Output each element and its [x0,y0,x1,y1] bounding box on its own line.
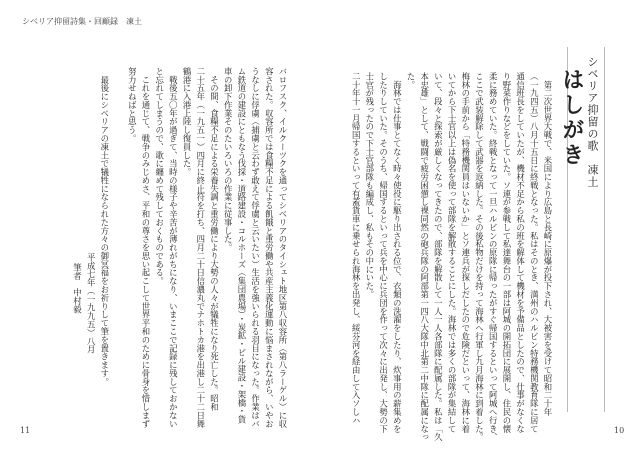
text-line: その間、食糧不足による栄養失調と重労働により大勢の人々が犠牲になり死亡した。昭和 [209,67,220,411]
text-line: 二十五年（一九五一）四月に終止符を打ち、四月二十日信濃丸でナホトカ港を出港し二十二日舞 [195,67,206,428]
text-line: これを通じて、戦争のみじめさ、平和の尊さを思い起こして世界平和のために骨身を惜しまず [140,67,151,428]
author-line: 筆者 中村毅 [72,263,83,314]
text-line: 梅林の手前から「特務機関員はいないか」とソ連兵が探しだしたので危険だといって、海林に着 [460,72,471,433]
text-line: バロフスク、イルクーツクを通ってシベリアのタイシェト地区第八収容所（第八ラーゲル）に収 [278,67,288,428]
page-number-left: 11 [20,426,31,435]
text-line: いてから下士官以上は偽名を使って部隊を解散することにした。海林では多くの部隊が集結して [447,72,458,433]
text-line: 戦後五〇年が過ぎて、当時の様子や辛苦が薄れがちになり、いまここで記録に残しておかない [168,67,179,428]
text-line: 海林では仕事とてなく時々使役に駆り出される位で、衣類の洗濯をしたり、炊事用の薪集めを [392,72,403,433]
text-line: 本忠雄」として、戦闘で疲労困憊し裸同然の砲兵隊の阿部第一四八大隊中北第二中隊に配属になっ [419,72,430,442]
left-page-body [70,67,289,428]
text-line [111,67,125,412]
text-line: 最後にシベリアの凍土で犠牲になられた方々の御冥福をお祈りして筆を置きます。 [99,67,110,386]
page-number-right: 10 [614,426,625,435]
text-line: ム鉄道の建設にともなう伐採・道路建設・コルホーズ（集団農場）・炭鉱・ビル建設・架橋・貨 [236,67,247,424]
text-line: 通信班長をしていたが、機材不足から私の班を解体して機材を予備品としたので、仕事がなくな [515,72,526,433]
chapter-title: はしがき [559,68,585,168]
text-line: り野菜作りなどをしていた。ソ連が参戦して私達舞台の一部は阿城の開拓団に展開し、住民の懐 [501,72,512,433]
text-line: 努力せねばと思う。 [127,67,138,143]
book-subtitle: シベリア抑留の歌 凍土 [586,56,599,188]
right-page-body [348,72,554,442]
text-line: （一九四五）八月十五日に終戦となった。私はそのとき、満州のハルビン特務機関教育隊に居て [529,72,540,433]
text-line: したりしていた。そのうち、帰国するといって兵を中心に兵団を作って次々に出発し、大勢の下 [378,72,389,433]
text-line: 容された。収容所では食糧不足による飢餓と重労働や共産主義化運動に悩まされながら、いやお [264,67,275,428]
text-line: 柔に務めていた。終戦となって一旦ハルビンの原隊に帰ったがすぐ帰国するといって阿城へ行き、 [488,72,499,442]
date-line: 平成七年（一九九五）八月 [86,253,97,354]
text-line: と忘れてしまうので、歌に纏めて残しておくものである。 [154,67,165,286]
text-line: 鶴港に入港上陸し復員した。 [182,67,193,177]
text-line: 第二次世界大戦で、米国により広島と長崎に原爆が投下され、大被害を受けて昭和二十年 [543,72,553,416]
text-line: た。 [405,72,416,89]
text-line: いて、段々と探索が厳しくなってきたので、部隊を解散して一人一人各部隊に配属した。私は「久 [433,72,444,442]
running-head: シベリア抑留詩集・回顧録 凍土 [22,17,142,26]
text-line: 二十年十一月帰国するといって有蓋貨車に乗せられ海林を出発し、綏芬河を経由して入ソしハ [351,72,362,425]
text-line: ここで武装解除して武器を返納した。その後私物だけを持って海林へ行軍し九月海林に到着した。 [474,72,485,442]
text-line: 士官が残ったので下士官部隊も編成し、私もその中にいた。 [364,72,375,299]
text-line: うなしに俘虜（捕虜と云わず敢えて俘虜と云いたい）生活を強いられる羽目になった。作業はバ [250,67,261,428]
text-line: 車の卸下作業そのたいろいろの作業に従事した。 [223,67,234,252]
